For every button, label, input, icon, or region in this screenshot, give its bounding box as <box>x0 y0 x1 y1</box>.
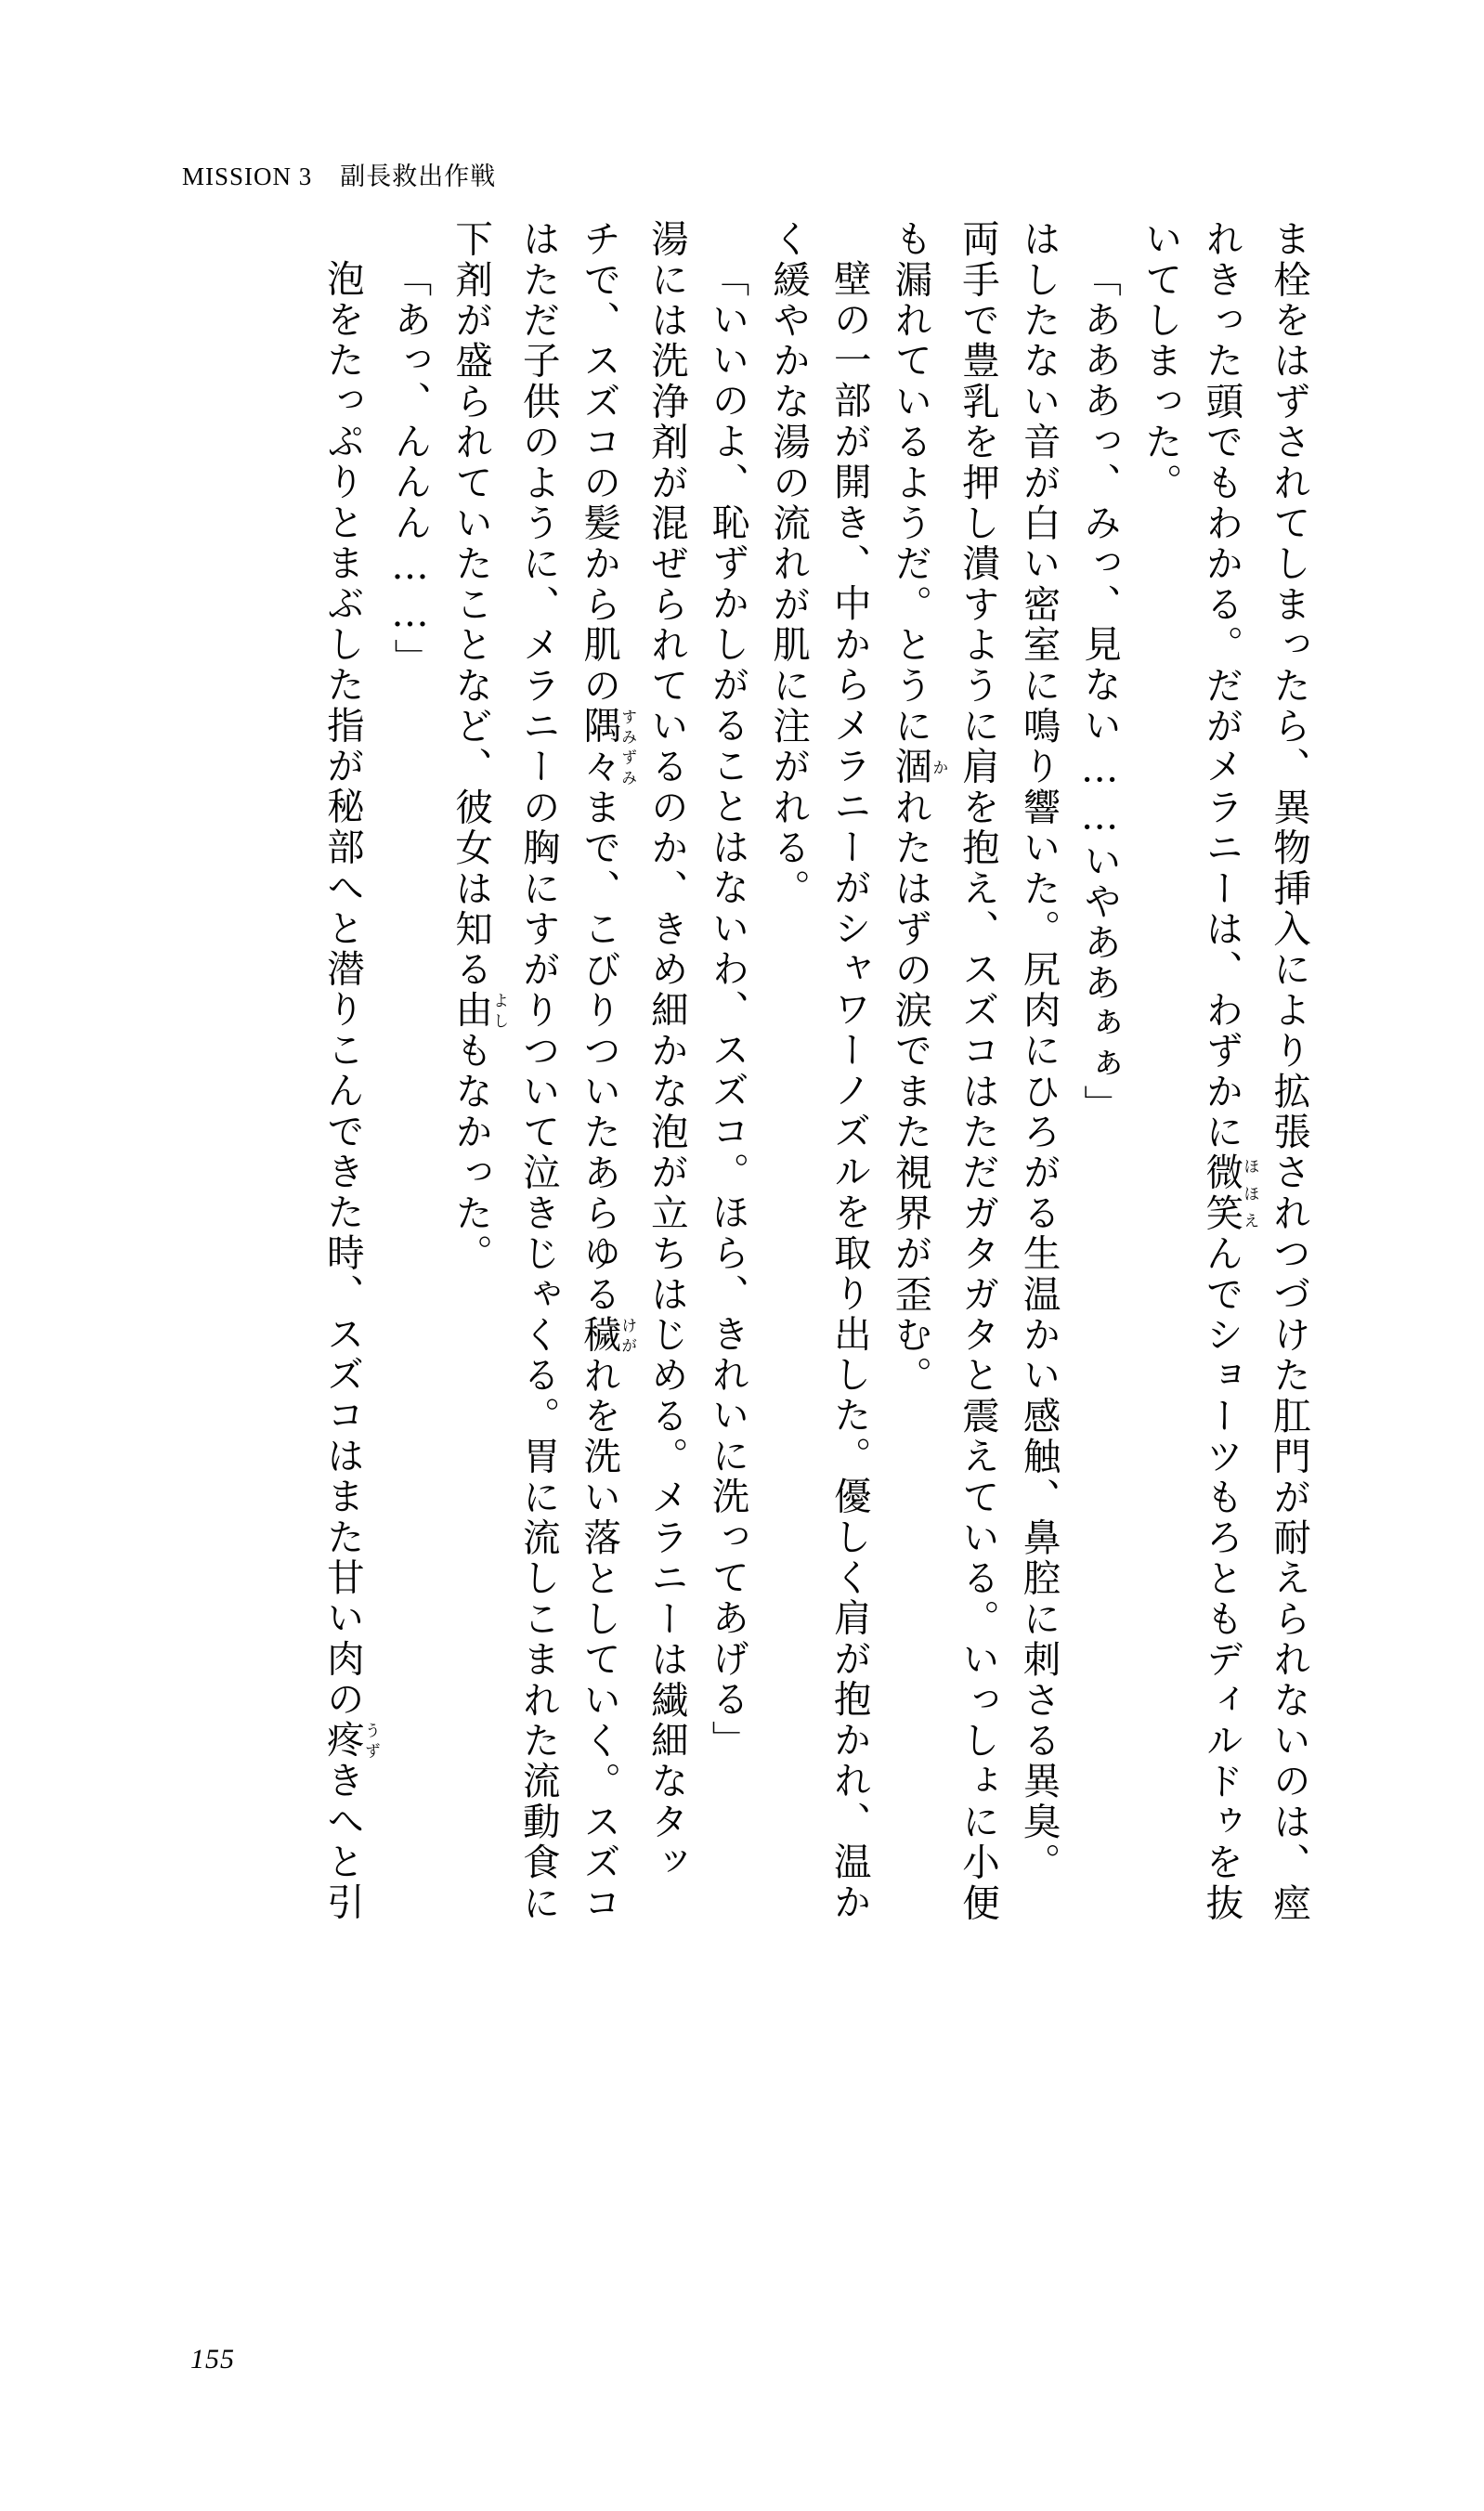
ruby-kega: 穢けが <box>577 1314 637 1356</box>
ruby-uzu: 疼うず <box>319 1720 380 1761</box>
ruby-sumizumi: 隅々すみずみ <box>577 706 637 787</box>
paragraph: も漏れているようだ。とうに涸かれたはずの涙でまた視界が歪む。 <box>888 219 948 1397</box>
paragraph: チで、スズコの髪から肌の隅々すみずみまで、こびりついたあらゆる穢けがれを洗い落としていく。スズコ <box>577 219 637 1924</box>
ruby-ka: 涸か <box>888 747 948 787</box>
paragraph: 湯には洗浄剤が混ぜられているのか、きめ細かな泡が立ちはじめる。メラニーは繊細なタッ <box>644 219 689 1883</box>
page-number: 155 <box>190 2344 235 2374</box>
paragraph: 「いいのよ、恥ずかしがることはないわ、スズコ。ほら、きれいに洗ってあげる」 <box>705 259 750 1761</box>
paragraph: 両手で豊乳を押し潰すように肩を抱え、スズコはただガタガタと震えている。いっしょに小便 <box>955 219 1000 1924</box>
body-text-block <box>188 219 1319 2242</box>
paragraph: はしたない音が白い密室に鳴り響いた。尻肉にひろがる生温かい感触、鼻腔に刺さる異臭。 <box>1016 219 1061 1883</box>
paragraph: ま栓をはずされてしまったら、異物挿入により拡張されつづけた肛門が耐えられないのは、痙 <box>1267 219 1311 1924</box>
paragraph: く緩やかな湯の流れが肌に注がれる。 <box>766 219 812 909</box>
paragraph: れきった頭でもわかる。だがメラニーは、わずかに微笑ほほえんでショーツもろともディルドゥを抜 <box>1199 219 1259 1924</box>
paragraph: 泡をたっぷりとまぶした指が秘部へと潜りこんできた時、スズコはまた甘い肉の疼うずきへと引 <box>319 259 380 1923</box>
paragraph: 「あっ、んんん……」 <box>387 259 433 679</box>
running-head-title: 副長救出作戦 <box>340 163 497 191</box>
paragraph: 壁の一部が開き、中からメラニーがシャワーノズルを取り出した。優しく肩が抱かれ、温か <box>827 259 872 1923</box>
running-head-mission: MISSION 3 <box>182 163 313 190</box>
running-head <box>182 156 496 192</box>
paragraph: いてしまった。 <box>1138 219 1183 503</box>
paragraph: はただ子供のように、メラニーの胸にすがりついて泣きじゃくる。胃に流しこまれた流動食に <box>515 219 561 1924</box>
ruby-yoshi: 由よし <box>449 990 509 1032</box>
paragraph: 「あああっ、みっ、見ない……いやああぁぁ」 <box>1077 259 1123 1125</box>
ruby-hohoe: 微笑ほほえ <box>1199 1152 1259 1234</box>
paragraph: 下剤が盛られていたことなど、彼女は知る由よしもなかった。 <box>449 219 509 1275</box>
